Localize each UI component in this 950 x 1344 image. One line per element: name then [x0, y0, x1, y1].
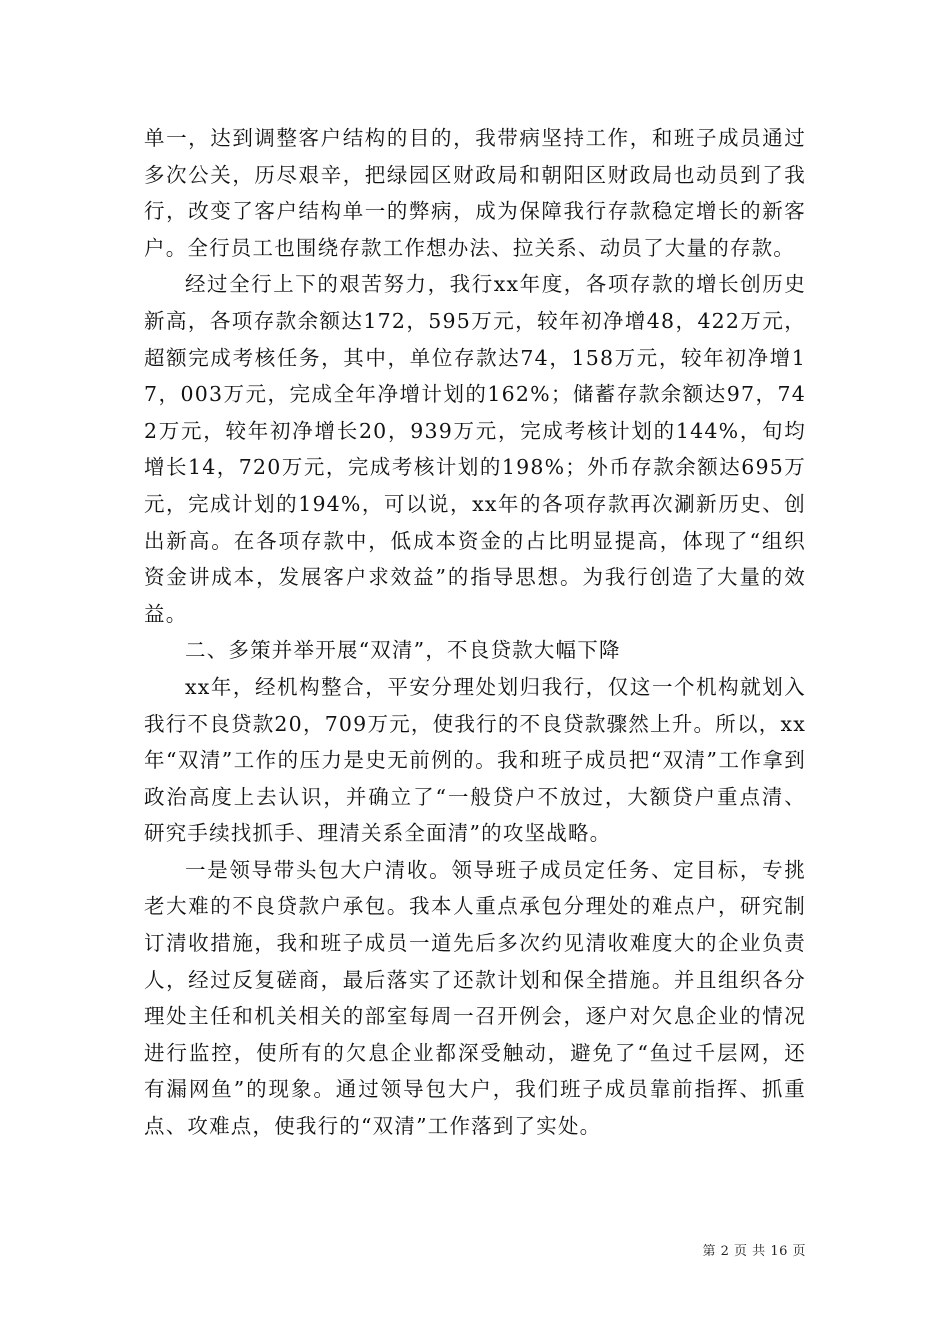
document-body — [144, 120, 806, 1145]
paragraph-deposit-results: 经过全行上下的艰苦努力，我行xx年度，各项存款的增长创历史新高，各项存款余额达172，595万元，较年初净增48，422万元，超额完成考核任务，其中，单位存款达74，158万元，较年初净增17，003万元，完成全年净增计划的162%；储蓄存款余额达97，742万元，较年初净增长20，939万元，完成考核计划的144%，旬均增长14，720万元，完成考核计划的198%；外币存款余额达695万元，完成计划的194%，可以说，xx年的各项存款再次涮新历史、创出新高。在各项存款中，低成本资金的占比明显提高，体现了“组织资金讲成本，发展客户求效益”的指导思想。为我行创造了大量的效益。 — [144, 272, 806, 626]
page-number: 第 2 页 共 16 页 — [702, 1244, 806, 1259]
paragraph-continuation: 单一，达到调整客户结构的目的，我带病坚持工作，和班子成员通过多次公关，历尽艰辛，把绿园区财政局和朝阳区财政局也动员到了我行，改变了客户结构单一的弊病，成为保障我行存款稳定增长的新客户。全行员工也围绕存款工作想办法、拉关系、动员了大量的存款。 — [144, 126, 806, 260]
paragraph-bad-loans: xx年，经机构整合，平安分理处划归我行，仅这一个机构就划入我行不良贷款20，709万元，使我行的不良贷款骤然上升。所以，xx年“双清”工作的压力是史无前例的。我和班子成员把“双清”工作拿到政治高度上去认识，并确立了“一般贷户不放过，大额贷户重点清、研究手续找抓手、理清关系全面清”的攻坚战略。 — [144, 674, 806, 846]
paragraph-leadership-collection: 一是领导带头包大户清收。领导班子成员定任务、定目标，专挑老大难的不良贷款户承包。我本人重点承包分理处的难点户，研究制订清收措施，我和班子成员一道先后多次约见清收难度大的企业负责人，经过反复磋商，最后落实了还款计划和保全措施。并且组织各分理处主任和机关相关的部室每周一召开例会，逐户对欠息企业的情况进行监控，使所有的欠息企业都深受触动，避免了“鱼过千层网，还有漏网鱼”的现象。通过领导包大户，我们班子成员靠前指挥、抓重点、攻难点，使我行的“双清”工作落到了实处。 — [144, 857, 806, 1139]
section-heading-shuangqing: 二、多策并举开展“双清”，不良贷款大幅下降 — [185, 638, 621, 663]
